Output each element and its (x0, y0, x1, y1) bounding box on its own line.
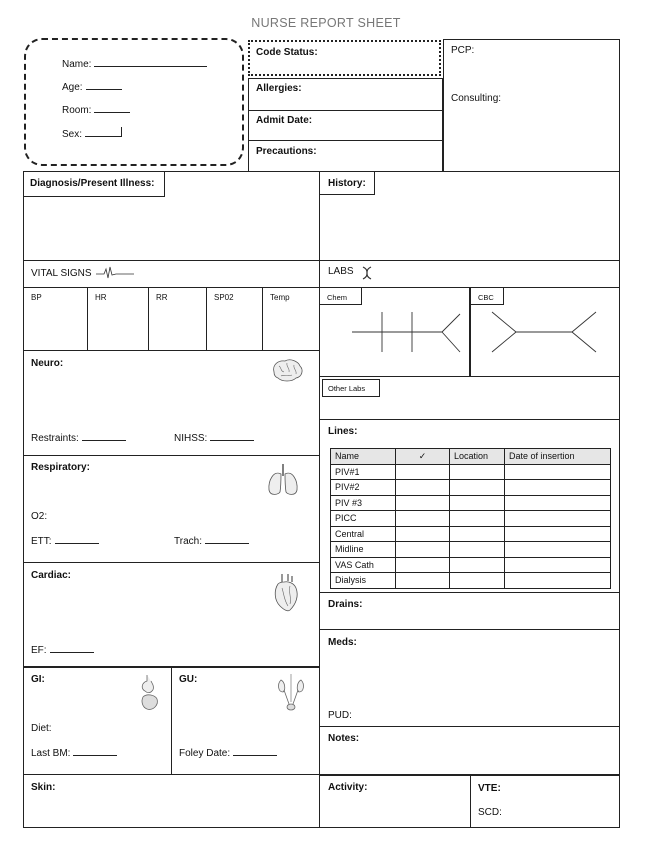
line-check[interactable] (396, 542, 450, 558)
o2-label[interactable]: O2: (31, 511, 48, 522)
line-date[interactable] (505, 557, 611, 573)
lines-header-check: ✓ (396, 449, 450, 465)
line-name: PIV#2 (331, 480, 396, 496)
skin-box[interactable] (23, 774, 320, 828)
line-name: Central (331, 526, 396, 542)
meds-box[interactable] (319, 629, 620, 727)
line-check[interactable] (396, 573, 450, 589)
patient-age-field[interactable]: Age: (62, 80, 122, 93)
respiratory-title: Respiratory: (31, 462, 90, 473)
line-date[interactable] (505, 495, 611, 511)
vital-temp[interactable]: Temp (270, 293, 290, 302)
history-label: History: (328, 178, 366, 189)
admit-date-label: Admit Date: (256, 115, 313, 126)
drains-label: Drains: (328, 599, 363, 610)
code-status-label: Code Status: (256, 47, 318, 58)
line-date[interactable] (505, 542, 611, 558)
line-location[interactable] (450, 542, 505, 558)
gu-title: GU: (179, 674, 198, 685)
skin-label: Skin: (31, 782, 56, 793)
line-check[interactable] (396, 464, 450, 480)
line-name: Dialysis (331, 573, 396, 589)
cardiac-title: Cardiac: (31, 570, 72, 581)
patient-name-field[interactable]: Name: (62, 57, 207, 70)
vital-hr[interactable]: HR (95, 293, 107, 302)
foley-date-field[interactable]: Foley Date: (179, 746, 277, 759)
activity-label: Activity: (328, 782, 368, 793)
last-bm-field[interactable]: Last BM: (31, 746, 117, 759)
gi-title: GI: (31, 674, 45, 685)
stomach-icon (139, 673, 161, 713)
trach-field[interactable]: Trach: (174, 534, 249, 547)
code-status-box[interactable] (248, 40, 441, 76)
line-name: PIV #3 (331, 495, 396, 511)
labs-title: LABS (328, 266, 354, 277)
diagnosis-label: Diagnosis/Present Illness: (30, 178, 155, 189)
brain-icon (270, 358, 304, 384)
line-location[interactable] (450, 511, 505, 527)
lines-header-date: Date of insertion (505, 449, 611, 465)
nihss-field[interactable]: NIHSS: (174, 431, 254, 444)
other-labs-label: Other Labs (328, 384, 366, 393)
line-location[interactable] (450, 557, 505, 573)
lines-header-location: Location (450, 449, 505, 465)
table-row (331, 480, 611, 496)
neuro-title: Neuro: (31, 358, 64, 369)
line-name: PIV#1 (331, 464, 396, 480)
page-title: NURSE REPORT SHEET (251, 16, 401, 30)
vital-rr[interactable]: RR (156, 293, 168, 302)
table-row (331, 557, 611, 573)
lines-table (330, 448, 611, 589)
vital-spo2[interactable]: SP02 (214, 293, 234, 302)
line-check[interactable] (396, 495, 450, 511)
heartbeat-icon (96, 266, 134, 280)
consulting-label: Consulting: (451, 93, 502, 104)
line-location[interactable] (450, 495, 505, 511)
pcp-label: PCP: (451, 45, 475, 56)
notes-label: Notes: (328, 733, 360, 744)
ett-field[interactable]: ETT: (31, 534, 99, 547)
heart-icon (272, 572, 300, 614)
patient-room-field[interactable]: Room: (62, 103, 130, 116)
line-date[interactable] (505, 526, 611, 542)
ef-field[interactable]: EF: (31, 643, 94, 656)
table-row (331, 526, 611, 542)
line-location[interactable] (450, 464, 505, 480)
notes-box[interactable] (319, 726, 620, 776)
lines-header-name: Name (331, 449, 396, 465)
allergies-label: Allergies: (256, 83, 302, 94)
cbc-label: CBC (478, 293, 494, 302)
diet-label[interactable]: Diet: (31, 723, 52, 734)
lines-table-header (331, 449, 611, 465)
patient-sex-field[interactable]: Sex: (62, 127, 122, 140)
drains-box[interactable] (319, 592, 620, 630)
meds-title: Meds: (328, 637, 357, 648)
table-row (331, 495, 611, 511)
line-date[interactable] (505, 480, 611, 496)
vital-signs-title: VITAL SIGNS (31, 268, 92, 279)
kidneys-icon (276, 672, 306, 714)
line-date[interactable] (505, 511, 611, 527)
table-row (331, 511, 611, 527)
line-location[interactable] (450, 526, 505, 542)
line-date[interactable] (505, 464, 611, 480)
cbc-fishbone-diagram (488, 308, 600, 354)
lungs-icon (266, 462, 300, 498)
dna-icon (362, 266, 372, 280)
lines-title: Lines: (328, 426, 358, 437)
line-check[interactable] (396, 526, 450, 542)
pcp-box[interactable] (443, 39, 620, 172)
chem-fishbone-diagram (348, 308, 463, 354)
line-name: PICC (331, 511, 396, 527)
line-location[interactable] (450, 480, 505, 496)
vital-bp[interactable]: BP (31, 293, 42, 302)
chem-label: Chem (327, 293, 348, 302)
line-name: Midline (331, 542, 396, 558)
line-check[interactable] (396, 557, 450, 573)
pud-label[interactable]: PUD: (328, 710, 352, 721)
scd-label[interactable]: SCD: (478, 807, 502, 818)
line-date[interactable] (505, 573, 611, 589)
precautions-label: Precautions: (256, 146, 317, 157)
line-check[interactable] (396, 511, 450, 527)
vte-label: VTE: (478, 783, 501, 794)
line-name: VAS Cath (331, 557, 396, 573)
line-location[interactable] (450, 573, 505, 589)
line-check[interactable] (396, 480, 450, 496)
table-row (331, 542, 611, 558)
table-row (331, 464, 611, 480)
table-row (331, 573, 611, 589)
restraints-field[interactable]: Restraints: (31, 431, 126, 444)
